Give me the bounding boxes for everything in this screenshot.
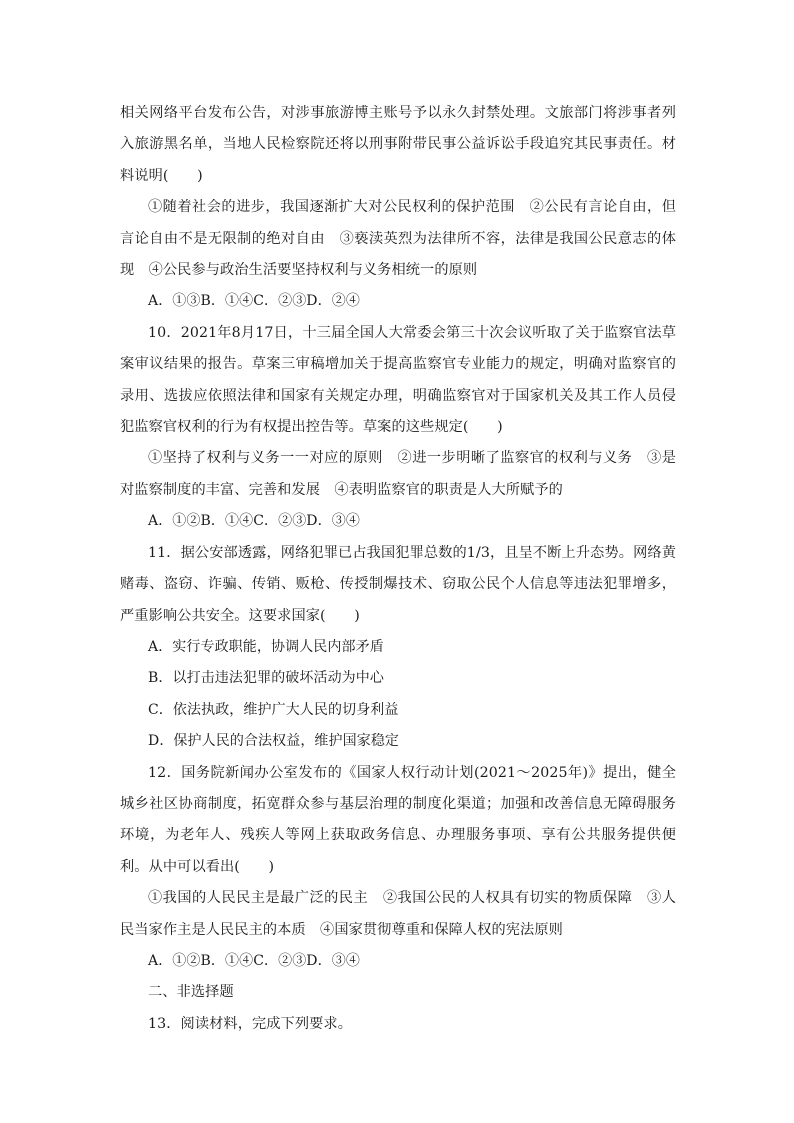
question-12-statements: ①我国的人民民主是最广泛的民主 ②我国公民的人权具有切实的物质保障 ③人民当家作主是人民民主的本质 ④国家贯彻尊重和保障人权的宪法原则 [120, 890, 676, 938]
question-13-stem: 13．阅读材料，完成下列要求。 [148, 1015, 352, 1032]
question-10-options: A．①②B．①④C．②③D．③④ [148, 513, 360, 530]
question-11-option-a: A．实行专政职能，协调人民内部矛盾 [148, 638, 384, 655]
question-11-option-c: C．依法执政，维护广大人民的切身利益 [148, 701, 399, 718]
page-content [120, 98, 676, 1040]
question-11-option-d: D．保护人民的合法权益，维护国家稳定 [148, 733, 400, 750]
question-9-options: A．①③B．①④C．②③D．②④ [148, 293, 360, 310]
question-9-continuation: 相关网络平台发布公告，对涉事旅游博主账号予以永久封禁处理。文旅部门将涉事者列入旅游黑名单，当地人民检察院还将以刑事附带民事公益诉讼手段追究其民事责任。材料说明( ) [120, 105, 676, 184]
question-10-statements: ①坚持了权利与义务一一对应的原则 ②进一步明晰了监察官的权利与义务 ③是对监察制度的丰富、完善和发展 ④表明监察官的职责是人大所赋予的 [120, 450, 676, 498]
question-11-stem: 11．据公安部透露，网络犯罪已占我国犯罪总数的1/3，且呈不断上升态势。网络黄赌毒、盗窃、诈骗、传销、贩枪、传授制爆技术、窃取公民个人信息等违法犯罪增多，严重影响公共安全。这要求国家( ) [120, 544, 676, 624]
question-11-option-b: B．以打击违法犯罪的破坏活动为中心 [148, 670, 384, 687]
question-10-stem: 10．2021年8月17日，十三届全国人大常委会第三十次会议听取了关于监察官法草案审议结果的报告。草案三审稿增加关于提高监察官专业能力的规定，明确对监察官的录用、选拔应依照法律和国家有关规定办理，明确监察官对于国家机关及其工作人员侵犯监察官权利的行为有权提出控告等。草案的这些规定( ) [120, 324, 676, 436]
section-heading-non-choice: 二、非选择题 [148, 984, 234, 1001]
question-12-stem: 12．国务院新闻办公室发布的《国家人权行动计划(2021～2025年)》提出，健全城乡社区协商制度，拓宽群众参与基层治理的制度化渠道；加强和改善信息无障碍服务环境，为老年人、残疾人等网上获取政务信息、办理服务事项、享有公共服务提供便利。从中可以看出( ) [120, 764, 676, 875]
question-12-options: A．①②B．①④C．②③D．③④ [148, 952, 360, 969]
question-9-statements: ①随着社会的进步，我国逐渐扩大对公民权利的保护范围 ②公民有言论自由，但言论自由不是无限制的绝对自由 ③亵渎英烈为法律所不容，法律是我国公民意志的体现 ④公民参与政治生活要坚持权利与义务相统一的原则 [120, 199, 676, 279]
